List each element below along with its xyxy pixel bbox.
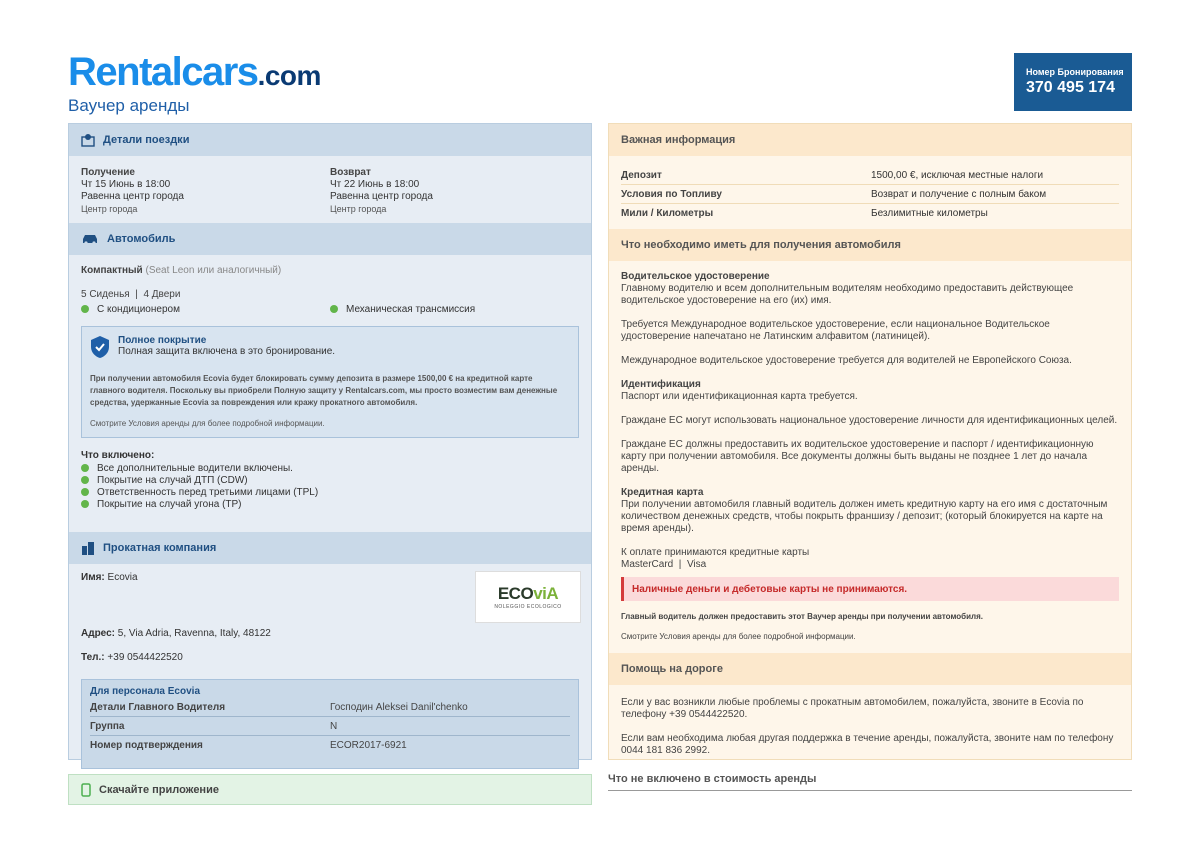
logo-main: Rentalcars <box>68 50 258 94</box>
dropoff-label: Возврат <box>330 167 371 178</box>
ecovia-logo-tagline: NOLEGGIO ECOLOGICO <box>494 604 562 610</box>
company-title: Прокатная компания <box>103 542 217 554</box>
ecovia-logo <box>475 571 581 623</box>
coverage-body: При получении автомобиля Ecovia будет блокировать сумму депозита в размере 1500,00 € на кредитной карте главного водителя. Поскольку вы приобрели Полную защиту у Rentalcars.com, мы просто возместим вам денежные средства, удержанные Ecovia за повреждения или кражу прокатного автомобиля. <box>90 374 558 407</box>
staff-value: ECOR2017-6921 <box>330 740 407 751</box>
info-value: Возврат и получение с полным баком <box>871 188 1047 200</box>
feature-label: Механическая трансмиссия <box>346 303 476 315</box>
car-icon <box>81 233 99 245</box>
company-phone: +39 0544422520 <box>107 652 183 663</box>
help-body <box>609 685 1131 757</box>
trip-section-header <box>69 124 591 156</box>
staff-key: Группа <box>90 720 125 732</box>
help-header: Помощь на дороге <box>609 653 1131 685</box>
help-text-1: Если у вас возникли любые проблемы с прокатным автомобилем, пожалуйста, звоните в Ecovia по телефону +39 0544422520. <box>621 697 1084 720</box>
check-icon <box>81 488 89 496</box>
included-label: Все дополнительные водители включены. <box>97 462 293 474</box>
staff-value: N <box>330 720 338 732</box>
requirements-header: Что необходимо иметь для получения автомобиля <box>609 229 1131 261</box>
info-row <box>621 185 1119 204</box>
pickup-details <box>81 167 330 223</box>
info-value: 1500,00 €, исключая местные налоги <box>871 169 1044 181</box>
download-app-label: Скачайте приложение <box>99 783 219 796</box>
map-pin-icon <box>81 133 95 147</box>
booking-number: 370 495 174 <box>1026 79 1115 96</box>
pickup-date: Чт 15 Июнь в 18:00 <box>81 179 171 190</box>
accepted-cards-heading: К оплате принимаются кредитные карты <box>621 547 810 558</box>
included-item <box>81 498 345 510</box>
included-item <box>81 486 345 498</box>
logo-suffix: .com <box>257 60 321 91</box>
included-title: Что включено: <box>81 450 155 461</box>
info-key: Условия по Топливу <box>621 188 722 200</box>
id-heading: Идентификация <box>621 379 701 390</box>
company-details <box>69 564 591 679</box>
car-section-header <box>69 223 591 255</box>
download-app-button[interactable] <box>68 774 592 805</box>
info-value: Безлимитные километры <box>871 208 988 219</box>
trip-details <box>69 156 591 223</box>
dropoff-details <box>330 167 579 223</box>
pickup-label: Получение <box>81 167 135 178</box>
company-address-row <box>81 628 271 639</box>
check-icon <box>81 305 89 313</box>
left-column <box>68 123 592 760</box>
id-text-1: Паспорт или идентификационная карта требуется. <box>621 391 858 402</box>
building-icon <box>81 541 95 555</box>
company-name-label: Имя: <box>81 572 105 583</box>
page-subtitle: Ваучер аренды <box>68 96 190 115</box>
staff-title: Для персонала Ecovia <box>90 686 201 697</box>
trip-title: Детали поездки <box>103 134 190 146</box>
payment-alert: Наличные деньги и дебетовые карты не принимаются. <box>621 577 1119 601</box>
credit-card-heading: Кредитная карта <box>621 487 704 498</box>
help-text-2: Если вам необходима любая другая поддержка в течение аренды, пожалуйста, звоните нам по телефону 0044 181 836 2992. <box>621 733 1114 756</box>
car-features <box>69 300 591 316</box>
car-title: Автомобиль <box>107 233 176 245</box>
ecovia-logo-accent: viA <box>533 584 559 603</box>
check-icon <box>81 476 89 484</box>
not-included-title: Что не включено в стоимость аренды <box>608 773 1132 791</box>
pickup-place: Равенна центр города <box>81 191 184 202</box>
included-label: Ответственность перед третьими лицами (TPL) <box>97 486 319 498</box>
included-list <box>69 462 591 510</box>
pickup-detail: Центр города <box>81 204 138 214</box>
feature-transmission <box>330 302 579 316</box>
car-doors: 4 Двери <box>143 289 181 300</box>
info-row <box>621 166 1119 185</box>
credit-card-text: При получении автомобиля главный водитель должен иметь кредитную карту на его имя с достаточным количеством денежных средств, чтобы покрыть франшизу / депозит; (который блокируется на карте на время аренды). <box>621 499 1108 534</box>
included-item <box>81 462 345 474</box>
staff-key: Номер подтверждения <box>90 740 203 751</box>
coverage-header <box>90 335 570 359</box>
included-label: Покрытие на случай угона (TP) <box>97 498 242 510</box>
booking-label: Номер Бронирования <box>1026 67 1124 77</box>
dropoff-place: Равенна центр города <box>330 191 433 202</box>
car-class <box>69 255 591 289</box>
license-text-1: Главному водителю и всем дополнительным водителям необходимо предоставить действующее водительское удостоверение на его (их) имя. <box>621 283 1074 306</box>
ecovia-logo-text: ECO <box>497 584 534 603</box>
check-icon <box>81 500 89 508</box>
staff-value: Господин Aleksei Danil'chenko <box>330 701 468 713</box>
feature-label: С кондиционером <box>97 303 180 315</box>
dropoff-detail: Центр города <box>330 204 387 214</box>
license-heading: Водительское удостоверение <box>621 271 770 282</box>
info-key: Депозит <box>621 169 662 181</box>
rentalcars-logo <box>68 50 321 116</box>
company-address-label: Адрес: <box>81 628 115 639</box>
staff-row <box>90 698 570 717</box>
id-text-2: Граждане ЕС могут использовать национальное удостоверение личности для идентификационных целей. <box>621 415 1118 426</box>
company-phone-row <box>81 652 183 663</box>
check-icon <box>330 305 338 313</box>
company-section-header <box>69 532 591 564</box>
car-specs-separator: | <box>135 289 138 300</box>
staff-key: Детали Главного Водителя <box>90 701 226 713</box>
important-header: Важная информация <box>609 124 1131 156</box>
info-key: Мили / Километры <box>621 208 714 219</box>
feature-ac <box>81 302 330 316</box>
phone-icon <box>81 783 91 797</box>
requirements-body <box>609 261 1131 571</box>
booking-number-box <box>1014 53 1132 111</box>
shield-icon <box>90 335 110 359</box>
license-text-2: Требуется Международное водительское удостоверение, если национальное Водительское удостоверение напечатано не Латинским алфавитом (латиницей). <box>621 319 1050 342</box>
dropoff-date: Чт 22 Июнь в 18:00 <box>330 179 420 190</box>
voucher-note: Главный водитель должен предоставить этот Ваучер аренды при получении автомобиля. <box>621 612 983 621</box>
company-phone-label: Тел.: <box>81 652 105 663</box>
car-model: (Seat Leon или аналогичный) <box>145 265 282 276</box>
check-icon <box>81 464 89 472</box>
staff-row <box>90 736 570 755</box>
coverage-box <box>81 326 579 438</box>
requirements-footer <box>609 601 1131 643</box>
car-specs <box>69 289 591 300</box>
id-text-3: Граждане ЕС должны предоставить их водительское удостоверение и паспорт / идентификационную карту при получении автомобиля. Все документы должны быть выданы не позднее 1 лет до начала аренды. <box>621 439 1094 474</box>
terms-note: Смотрите Условия аренды для более подробной информации. <box>621 632 856 641</box>
right-column <box>608 123 1132 760</box>
important-table <box>609 156 1131 229</box>
staff-box <box>81 679 579 769</box>
accepted-cards: MasterCard | Visa <box>621 559 707 570</box>
license-text-3: Международное водительское удостоверение требуется для водителей не Европейского Союза. <box>621 355 1072 366</box>
car-seats: 5 Сиденья <box>81 289 130 300</box>
included-item <box>81 474 345 486</box>
car-class-name: Компактный <box>81 265 143 276</box>
company-address: 5, Via Adria, Ravenna, Italy, 48122 <box>117 628 271 639</box>
included-label: Покрытие на случай ДТП (CDW) <box>97 474 248 486</box>
coverage-footer: Смотрите Условия аренды для более подробной информации. <box>90 419 325 428</box>
company-name: Ecovia <box>107 572 138 583</box>
staff-row <box>90 717 570 736</box>
coverage-title: Полное покрытие <box>118 335 207 346</box>
info-row <box>621 204 1119 223</box>
coverage-subtitle: Полная защита включена в это бронирование. <box>118 346 336 357</box>
